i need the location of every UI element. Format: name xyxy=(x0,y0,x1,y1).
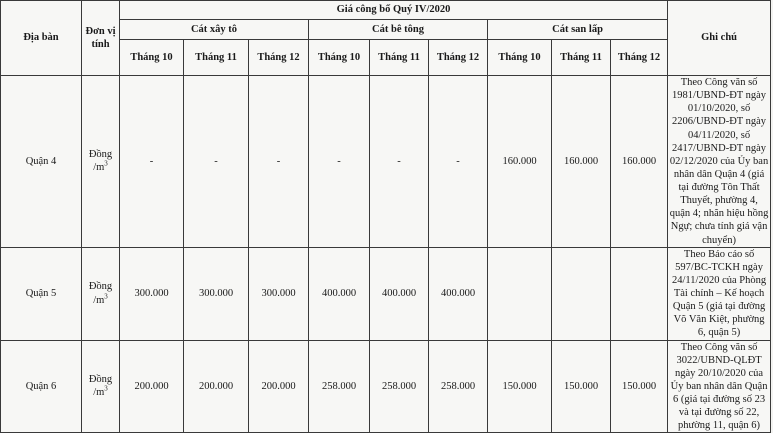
price-cell: 150.000 xyxy=(611,340,668,433)
price-cell: 258.000 xyxy=(309,340,370,433)
price-cell: 160.000 xyxy=(611,76,668,248)
price-cell: 200.000 xyxy=(184,340,249,433)
price-cell: 400.000 xyxy=(429,247,488,340)
table-row xyxy=(1,340,771,433)
header-month: Tháng 12 xyxy=(249,40,309,76)
unit-exponent: 3 xyxy=(104,159,108,168)
table-row xyxy=(1,76,771,248)
header-group-cat-xay-to: Cát xây tô xyxy=(120,20,309,40)
header-gia-cong-bo: Giá công bố Quý IV/2020 xyxy=(120,1,668,20)
table-row xyxy=(1,247,771,340)
header-month: Tháng 11 xyxy=(370,40,429,76)
header-month: Tháng 12 xyxy=(611,40,668,76)
header-month: Tháng 10 xyxy=(309,40,370,76)
header-month: Tháng 11 xyxy=(552,40,611,76)
district-cell: Quận 6 xyxy=(1,340,82,433)
price-cell xyxy=(611,247,668,340)
unit-slash: /m xyxy=(93,387,105,399)
header-group-cat-be-tong: Cát bê tông xyxy=(309,20,488,40)
unit-exponent: 3 xyxy=(104,292,108,301)
price-cell: 300.000 xyxy=(184,247,249,340)
unit-exponent: 3 xyxy=(104,384,108,393)
unit-main: Đồng xyxy=(88,281,113,293)
price-cell: 150.000 xyxy=(488,340,552,433)
unit-cell xyxy=(82,247,120,340)
note-cell: Theo Công văn số 1981/UBND-ĐT ngày 01/10/2020, số 2206/UBND-ĐT ngày 04/11/2020, số 2417/UBND-ĐT ngày 02/12/2020 của Ủy ban nhân dân Quận 4 (giá tại đường Tôn Thất Thuyết, phường 4, quận 4; nhãn hiệu hồng Ngự; chưa tính giá vận chuyển) xyxy=(668,76,771,248)
price-cell: - xyxy=(370,76,429,248)
price-cell: 400.000 xyxy=(370,247,429,340)
header-month: Tháng 10 xyxy=(488,40,552,76)
unit-sub xyxy=(83,294,118,307)
price-cell: 300.000 xyxy=(249,247,309,340)
unit-cell xyxy=(82,76,120,248)
header-month: Tháng 11 xyxy=(184,40,249,76)
unit-sub xyxy=(83,161,118,174)
header-dia-ban: Địa bàn xyxy=(1,1,82,76)
unit-slash: /m xyxy=(93,294,105,306)
price-cell: - xyxy=(249,76,309,248)
header-group-cat-san-lap: Cát san lấp xyxy=(488,20,668,40)
price-cell: 258.000 xyxy=(370,340,429,433)
header-row-1 xyxy=(1,1,771,20)
price-cell xyxy=(488,247,552,340)
district-cell: Quận 5 xyxy=(1,247,82,340)
price-cell: - xyxy=(429,76,488,248)
price-cell: 200.000 xyxy=(249,340,309,433)
header-month: Tháng 10 xyxy=(120,40,184,76)
unit-main: Đồng xyxy=(88,149,113,161)
header-ghi-chu: Ghi chú xyxy=(668,1,771,76)
unit-main: Đồng xyxy=(88,374,113,386)
note-cell: Theo Báo cáo số 597/BC-TCKH ngày 24/11/2020 của Phòng Tài chính – Kế hoạch Quận 5 (giá tại đường Võ Văn Kiệt, phường 6, quận 5) xyxy=(668,247,771,340)
price-cell: - xyxy=(184,76,249,248)
price-cell: 258.000 xyxy=(429,340,488,433)
district-cell: Quận 4 xyxy=(1,76,82,248)
unit-sub xyxy=(83,386,118,399)
header-month: Tháng 12 xyxy=(429,40,488,76)
unit-cell xyxy=(82,340,120,433)
price-cell: 200.000 xyxy=(120,340,184,433)
price-cell: 300.000 xyxy=(120,247,184,340)
price-cell: - xyxy=(120,76,184,248)
header-don-vi-tinh: Đơn vị tính xyxy=(82,1,120,76)
note-cell: Theo Công văn số 3022/UBND-QLĐT ngày 20/10/2020 của Ủy ban nhân dân Quận 6 (giá tại đường số 23 và tại đường số 22, phường 11, quận 6) xyxy=(668,340,771,433)
price-cell: 150.000 xyxy=(552,340,611,433)
price-cell: 160.000 xyxy=(488,76,552,248)
price-cell: 400.000 xyxy=(309,247,370,340)
price-cell xyxy=(552,247,611,340)
unit-slash: /m xyxy=(93,162,105,174)
price-cell: 160.000 xyxy=(552,76,611,248)
price-cell: - xyxy=(309,76,370,248)
